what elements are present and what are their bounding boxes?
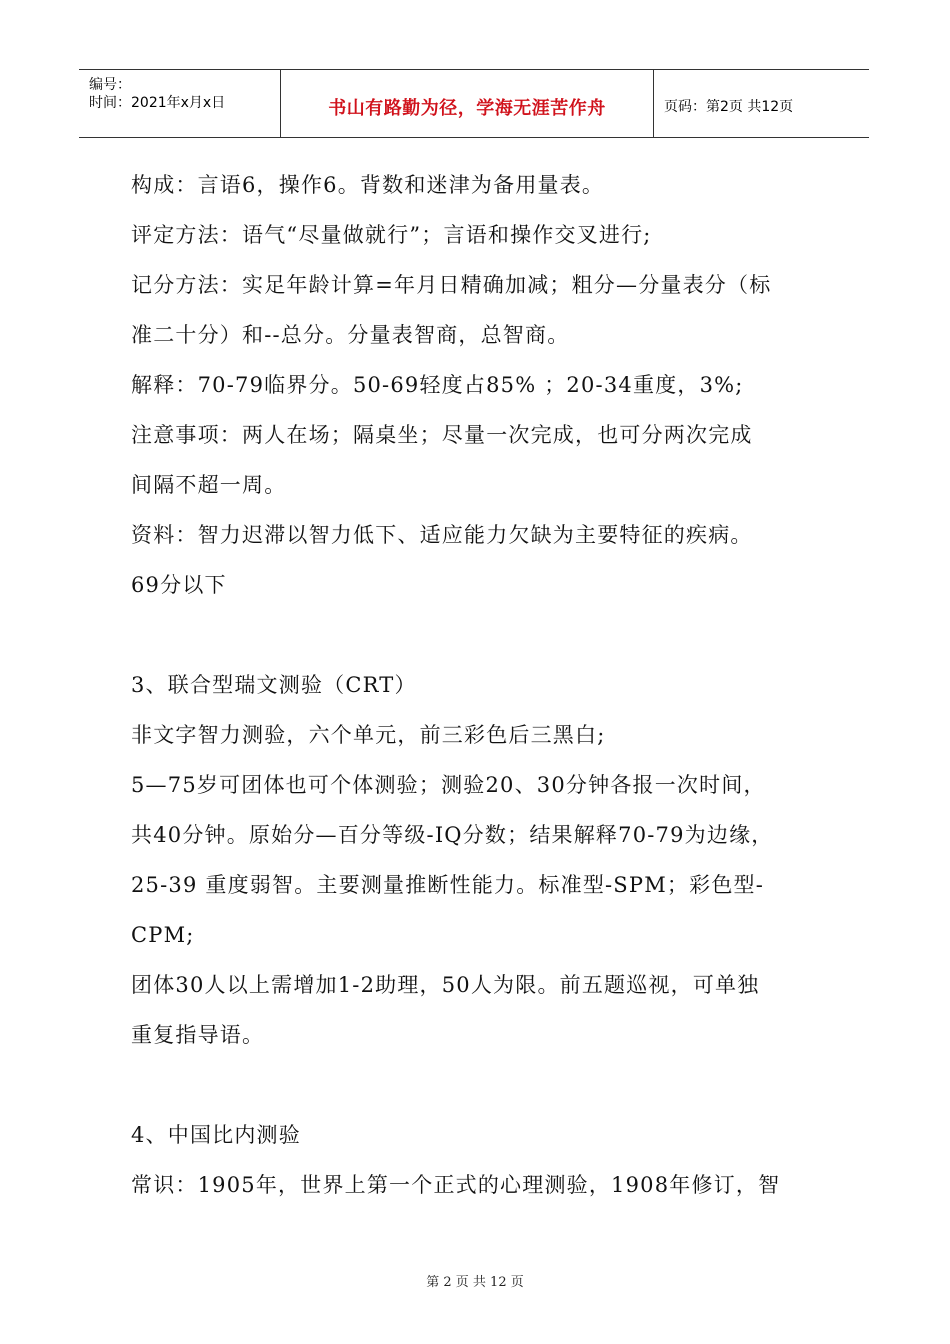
body-line: 团体30人以上需增加1-2助理，50人为限。前五题巡视，可单独 <box>131 973 760 997</box>
body-line: 共40分钟。原始分—百分等级-IQ分数；结果解释70-79为边缘， <box>131 823 774 847</box>
section-heading: 4、中国比内测验 <box>131 1123 301 1147</box>
body-line: 资料：智力迟滞以智力低下、适应能力欠缺为主要特征的疾病。 <box>131 523 753 547</box>
section-heading: 3、联合型瑞文测验（CRT） <box>131 673 417 697</box>
body-line: 准二十分）和--总分。分量表智商，总智商。 <box>131 323 570 347</box>
body-line: 常识：1905年，世界上第一个正式的心理测验，1908年修订，智 <box>131 1173 781 1197</box>
header-page-info: 页码：第2页 共12页 <box>664 99 794 115</box>
body-line: 解释：70-79临界分。50-69轻度占85% ；20-34重度，3%; <box>131 373 744 397</box>
header-motto: 书山有路勤为径，学海无涯苦作舟 <box>328 98 606 119</box>
body-line: 构成：言语6，操作6。背数和迷津为备用量表。 <box>131 173 605 197</box>
body-line: 重复指导语。 <box>131 1023 265 1047</box>
body-line: 69分以下 <box>131 573 227 597</box>
header-motto-cell <box>281 70 654 137</box>
body-line: CPM; <box>131 923 195 947</box>
body-line: 间隔不超一周。 <box>131 473 287 497</box>
body-line: 5—75岁可团体也可个体测验；测验20、30分钟各报一次时间， <box>131 773 766 797</box>
document-number-label: 编号： <box>89 77 131 93</box>
body-line: 25-39 重度弱智。主要测量推断性能力。标准型-SPM；彩色型- <box>131 873 765 897</box>
page-footer: 第 2 页 共 12 页 <box>426 1275 524 1290</box>
body-line: 记分方法：实足年龄计算=年月日精确加减；粗分—分量表分（标 <box>131 273 772 297</box>
document-date-label: 时间：2021年x月x日 <box>89 95 226 111</box>
body-line: 非文字智力测验，六个单元，前三彩色后三黑白; <box>131 723 606 747</box>
body-line: 评定方法：语气“尽量做就行”；言语和操作交叉进行; <box>131 223 652 247</box>
page-header <box>79 69 869 138</box>
body-line: 注意事项：两人在场；隔桌坐；尽量一次完成，也可分两次完成 <box>131 423 753 447</box>
header-meta-cell <box>79 70 281 137</box>
header-page-cell <box>654 70 869 137</box>
